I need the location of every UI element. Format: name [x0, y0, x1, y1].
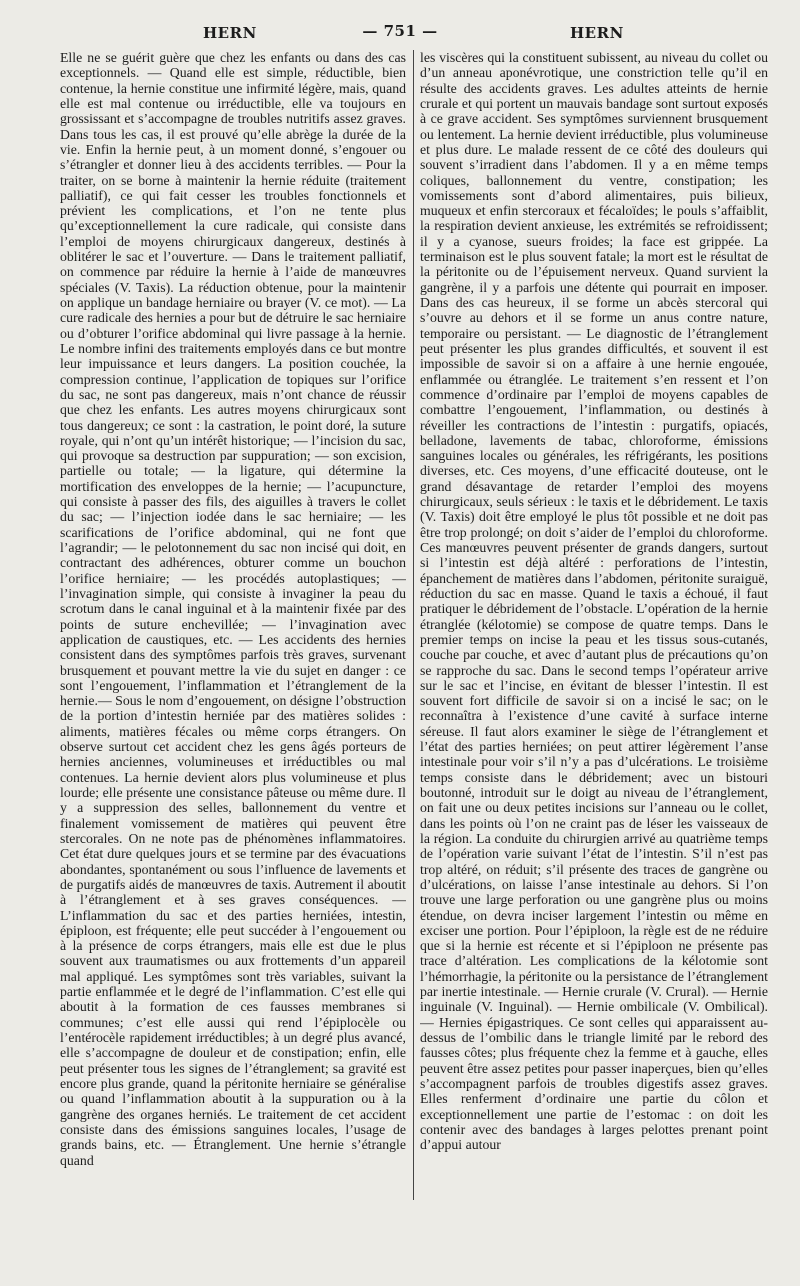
column-divider [413, 50, 414, 1200]
left-column [60, 50, 406, 1200]
right-column-text: les viscères qui la constituent subissent, au niveau du collet ou d’un anneau aponévrotique, une constriction telle qu’il en résulte des accidents graves. Les adultes atteints de hernie crurale et qui portent un mauvais bandage sont surtout exposés à ce grave accident. Ses symptômes surviennent brusquement ou lentement. La hernie devient irréductible, plus volumineuse et plus dure. Le malade ressent de ce côté des douleurs qui souvent s’irradient dans l’abdomen. Il y a en même temps coliques, ballonnement du ventre, constipation; les vomissements sont d’abord alimentaires, puis bilieux, muqueux et enfin stercoraux et fécaloïdes; le pouls s’affaiblit, la respiration devient anxieuse, les extrémités se refroidissent; il y a cyanose, sueurs froides; la face est grippée. La terminaison est le plus souvent fatale; la mort est le résultat de la péritonite ou de l’épuisement nerveux. Quand survient la gangrène, il y a parfois une détente qui pourrait en imposer. Dans des cas heureux, il se forme un abcès stercoral qui s’ouvre au dehors et il se forme un anus contre nature, temporaire ou persistant. — Le diagnostic de l’étranglement peut présenter les plus grandes difficultés, et souvent il est impossible de savoir si on a affaire à une hernie engouée, enflammée ou étranglée. Le traitement s’en ressent et l’on commence d’ordinaire par l’emploi de moyens capables de combattre l’engouement, l’inflammation, ou destinés à réveiller les contractions de l’intestin : purgatifs, opiacés, belladone, lavements de tabac, chloroforme, émissions sanguines locales ou générales, les réfrigérants, les positions diverses, etc. Ces moyens, d’une efficacité douteuse, ont le grand désavantage de retarder l’emploi des moyens chirurgicaux, seuls sérieux : le taxis et le débridement. Le taxis (V. Taxis) doit être employé le plus tôt possible et ne doit pas être trop prolongé; on doit s’aider de l’emploi du chloroforme. Ces manœuvres peuvent présenter de grands dangers, surtout si l’intestin est déjà altéré : perforations de l’intestin, épanchement de matières dans l’abdomen, péritonite suraiguë, réduction du sac en masse. Quand le taxis a échoué, il faut pratiquer le débridement de l’obstacle. L’opération de la hernie étranglée (kélotomie) se compose de quatre temps. Dans le premier temps on incise la peau et les tissus sous-cutanés, couche par couche, et avec d’autant plus de précautions qu’on se rapproche du sac. Dans le second temps l’opérateur arrive sur le sac et l’incise, en évitant de blesser l’intestin. Il est souvent fort difficile de savoir si on a incisé le sac; on le reconnaîtra à l’existence d’une cavité à surface interne séreuse. Il faut alors examiner le siège de l’étranglement et l’état des parties herniées; on peut attirer légèrement l’anse intestinale pour voir s’il n’y a pas d’ulcérations. Le troisième temps consiste dans le débridement; avec un bistouri boutonné, introduit sur le doigt au niveau de l’étranglement, on fait une ou deux petites incisions sur l’anneau ou le collet, dans les points où l’on ne craint pas de léser les vaisseaux de la région. La conduite du chirurgien arrivé au quatrième temps de l’opération varie suivant l’état de l’intestin. S’il n’est pas trop altéré, on réduit; s’il présente des traces de gangrène ou d’ulcérations, on laisse l’anse intestinale au dehors. Si l’on trouve une large perforation ou une gangrène plus ou moins étendue, on devra inciser largement l’intestin ou même en exciser une portion. Pour l’épiploon, la règle est de ne réduire que si la hernie est récente et si l’épiploon ne présente pas trace d’altération. Les complications de la kélotomie sont l’hémorrhagie, la péritonite ou la persistance de l’étranglement par inertie intestinale. — Hernie crurale (V. Crural). — Hernie inguinale (V. Inguinal). — Hernie ombilicale (V. Ombilical). — Hernies épigastriques. Ce sont celles qui apparaissent au-dessus de l’ombilic dans le triangle limité par le rebord des fausses côtes; plus fréquente chez la femme et à gauche, elles peuvent être assez petites pour passer inaperçues, bien qu’elles s’accompagnent parfois de troubles digestifs assez graves. Elles renferment d’ordinaire une partie du côlon et exceptionnellement une partie de l’estomac : on doit les contenir avec des bandages à larges pelottes prenant point d’appui autour [420, 50, 768, 1153]
left-column-text: Elle ne se guérit guère que chez les enfants ou dans des cas exceptionnels. — Quand elle est simple, réductible, bien contenue, la hernie constitue une infirmité légère, mais, quand elle est mal contenue ou irréductible, elle va toujours en grossissant et s’accompagne de troubles nutritifs assez graves. Dans tous les cas, il est prouvé qu’elle abrège la durée de la vie. Enfin la hernie peut, à un moment donné, s’engouer ou s’étrangler et donner lieu à des accidents terribles. — Pour la traiter, on se borne à maintenir la hernie réduite (traitement palliatif), ce qui fait cesser les troubles fonctionnels et prévient les complications, et l’on ne tente plus qu’exceptionnellement la cure radicale, qui consiste dans l’emploi de moyens chirurgicaux dangereux, destinés à oblitérer le sac et l’ouverture. — Dans le traitement palliatif, on commence par réduire la hernie à l’aide de manœuvres spéciales (V. Taxis). La réduction obtenue, pour la maintenir on applique un bandage herniaire ou brayer (V. ce mot). — La cure radicale des hernies a pour but de détruire le sac herniaire ou d’obturer l’orifice abdominal qui livre passage à la hernie. Le nombre infini des traitements employés dans ce but montre leur impuissance et leurs dangers. La position couchée, la compression continue, l’application de topiques sur l’orifice du sac, ne sont pas dangereux, mais n’ont chance de réussir que chez les enfants. Les autres moyens chirurgicaux sont tous dangereux; ce sont : la castration, le point doré, la suture royale, qui n’ont qu’un intérêt historique; — l’incision du sac, qui provoque sa destruction par suppuration; — son excision, partielle ou totale; — la ligature, qui détermine la mortification des enveloppes de la hernie; — l’acupuncture, qui consiste à passer des fils, des aiguilles à travers le collet du sac; — l’injection iodée dans le sac herniaire; — les scarifications de l’orifice abdominal, qui ne font que l’agrandir; — le pelotonnement du sac non incisé qui doit, en contractant des adhérences, obturer comme un bouchon l’orifice herniaire; — les procédés autoplastiques; — l’invagination simple, qui consiste à invaginer la peau du scrotum dans le canal inguinal et à la maintenir fixée par des points de suture enchevillée; — l’invagination avec application de caustiques, etc. — Les accidents des hernies consistent dans des symptômes parfois très graves, survenant brusquement et pouvant mettre la vie du sujet en danger : ce sont l’engouement, l’inflammation et l’étranglement de la hernie.— Sous le nom d’engouement, on désigne l’obstruction de la portion d’intestin herniée par des matières solides : aliments, matières fécales ou même corps étrangers. On observe surtout cet accident chez les gens âgés porteurs de hernies anciennes, volumineuses et irréductibles ou mal contenues. La hernie devient alors plus volumineuse et plus lourde; elle présente une consistance pâteuse ou même dure. Il y a suppression des selles, ballonnement du ventre et finalement vomissement de matières qui peuvent être stercorales. On ne note pas de phénomènes inflammatoires. Cet état dure quelques jours et se termine par des évacuations abondantes, spontanément ou sous l’influence de lavements et de purgatifs aidés de manœuvres de taxis. Autrement il aboutit à l’étranglement et à ses graves conséquences. — L’inflammation du sac et des parties herniées, intestin, épiploon, est fréquente; elle peut succéder à l’engouement ou à la présence de corps étrangers, mais elle est due le plus souvent aux traumatismes ou aux frottements d’un appareil mal appliqué. Les symptômes sont très variables, suivant la partie enflammée et le degré de l’inflammation. C’est elle qui aboutit à la formation de ces fausses membranes si communes; c’est elle aussi qui rend l’épiplocèle ou l’entérocèle rapidement irréductibles; à un degré plus avancé, elle s’accompagne de douleur et de constipation; enfin, elle peut présenter tous les signes de l’étranglement; sa gravité est encore plus grande, quand la péritonite herniaire se généralise ou quand l’inflammation aboutit à la suppuration ou à la gangrène des organes herniés. Le traitement de cet accident consiste dans des émissions sanguines locales, l’usage de grands bains, etc. — Étranglement. Une hernie s’étrangle quand [60, 50, 406, 1168]
running-head-right: HERN [570, 24, 624, 42]
page-header [0, 20, 800, 48]
running-head-left: HERN [203, 24, 257, 42]
page-number: — 751 — [362, 22, 438, 40]
right-column [420, 50, 768, 1200]
